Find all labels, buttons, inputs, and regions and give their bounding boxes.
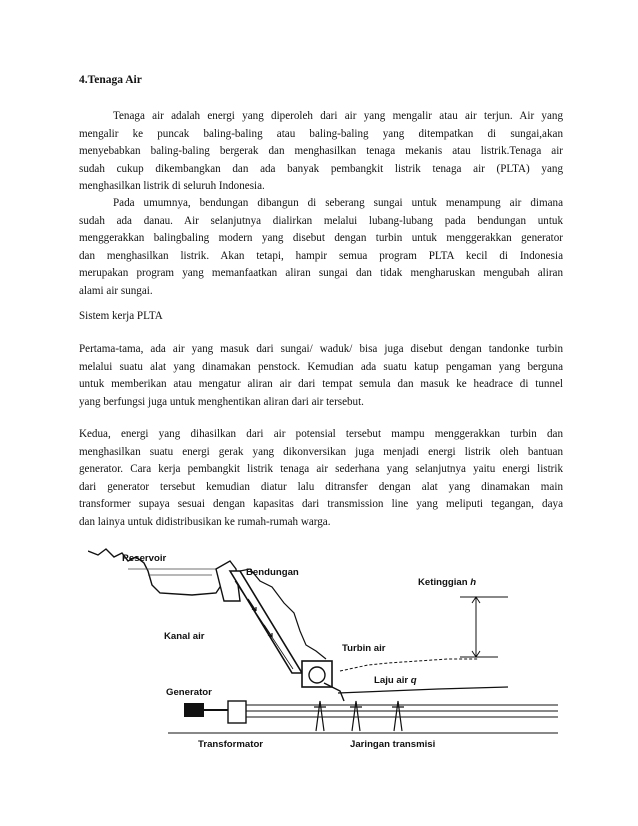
ketinggian-text: Ketinggian [418,577,468,588]
paragraph-line: menyebabkan baling-baling bergerak dan menghasilkan tenaga mekanis atau listrik.Tenaga air [79,145,563,157]
paragraph-4 [79,426,563,531]
paragraph-line: Kedua, energi yang dihasilkan dari air potensial tersebut mampu menggerakkan turbin dan [79,428,563,440]
paragraph-line: dan menghasilkan listrik. Akan tetapi, hampir semua program PLTA kecil di Indonesia [79,249,563,262]
paragraph-line: yang berfungsi juga untuk menghentikan aliran dari air tersebut. [79,395,364,408]
paragraph-line: merupakan program yang memanfaatkan aliran sungai dan tidak mengharuskan mengubah aliran [79,267,563,279]
paragraph-line: menghasilkan listrik di seluruh Indonesia. [79,180,265,192]
paragraph-line: alami air sungai. [79,284,153,297]
label-laju-air [374,675,417,686]
turbine [309,667,325,683]
paragraph-1 [79,108,563,196]
paragraph-line: untuk memberikan atau mengatur aliran air dari tempat semula dan masuk ke headrace di tunnel [79,378,563,390]
hydropower-diagram [88,541,560,773]
paragraph-line: Pada umumnya, bendungan dibangun di seberang sungai untuk menampung air dimana [113,197,563,209]
paragraph-line: dari generator tersebut kemudian diatur lalu ditransfer dengan alat yang dinamakan main [79,480,563,493]
paragraph-line: melalui suatu alat yang dinamakan penstock. Kemudian ada suatu katup pengaman yang berguna [79,360,563,373]
paragraph-line: dan lainya untuk didistribusikan ke rumah-rumah warga. [79,515,331,528]
label-bendungan: Bendungan [246,567,299,578]
penstock [230,571,302,673]
section-heading: 4.Tenaga Air [79,74,142,86]
ketinggian-symbol: h [470,577,477,588]
reservoir-water-line [128,569,216,575]
paragraph-line: mengalir ke puncak baling-baling atau baling-baling yang ditempatkan di sungai,akan [79,127,563,140]
subheading: Sistem kerja PLTA [79,310,163,322]
laju-air-text: Laju air [374,675,409,686]
river-line [338,687,508,693]
paragraph-line: generator. Cara kerja pembangkit listrik tenaga air sederhana yang selanjutnya yaitu energi listrik [79,463,563,475]
height-dimension [460,597,508,657]
label-jaringan-transmisi: Jaringan transmisi [350,739,436,750]
generator [184,703,204,717]
label-reservoir: Reservoir [122,553,167,564]
paragraph-3 [79,341,563,411]
paragraph-line: sudah cukup dikembangkan dan ada banyak pembangkit listrik tenaga air (PLTA) yang [79,162,563,175]
label-kanal-air: Kanal air [164,631,205,642]
paragraph-line: sudah ada danau. Air selanjutnya dialirkan melalui lubang-lubang pada bendungan untuk [79,214,563,227]
paragraph-line: Tenaga air adalah energi yang diperoleh dari air yang mengalir atau air terjun. Air yang [113,110,563,122]
transformer [228,701,246,723]
label-turbin-air: Turbin air [342,643,386,654]
label-ketinggian [418,577,476,588]
paragraph-line: Pertama-tama, ada air yang masuk dari sungai/ waduk/ bisa juga disebut dengan tandonke turbin [79,343,563,355]
paragraph-line: menggerakkan balingbaling modern yang disebut dengan turbin untuk menggerakkan generator [79,232,563,244]
label-generator: Generator [166,687,212,698]
paragraph-line: transformer supaya sesuai dengan kapasitas dari transmission line yang meliputi tegangan, daya [79,498,563,510]
paragraph-line: menghasilkan suatu energi gerak yang dikonversikan juga menjadi energi listrik oleh bantuan [79,445,563,458]
label-transformator: Transformator [198,739,264,750]
laju-air-symbol: q [410,675,417,686]
river-line [340,659,478,671]
paragraph-2 [79,195,563,300]
